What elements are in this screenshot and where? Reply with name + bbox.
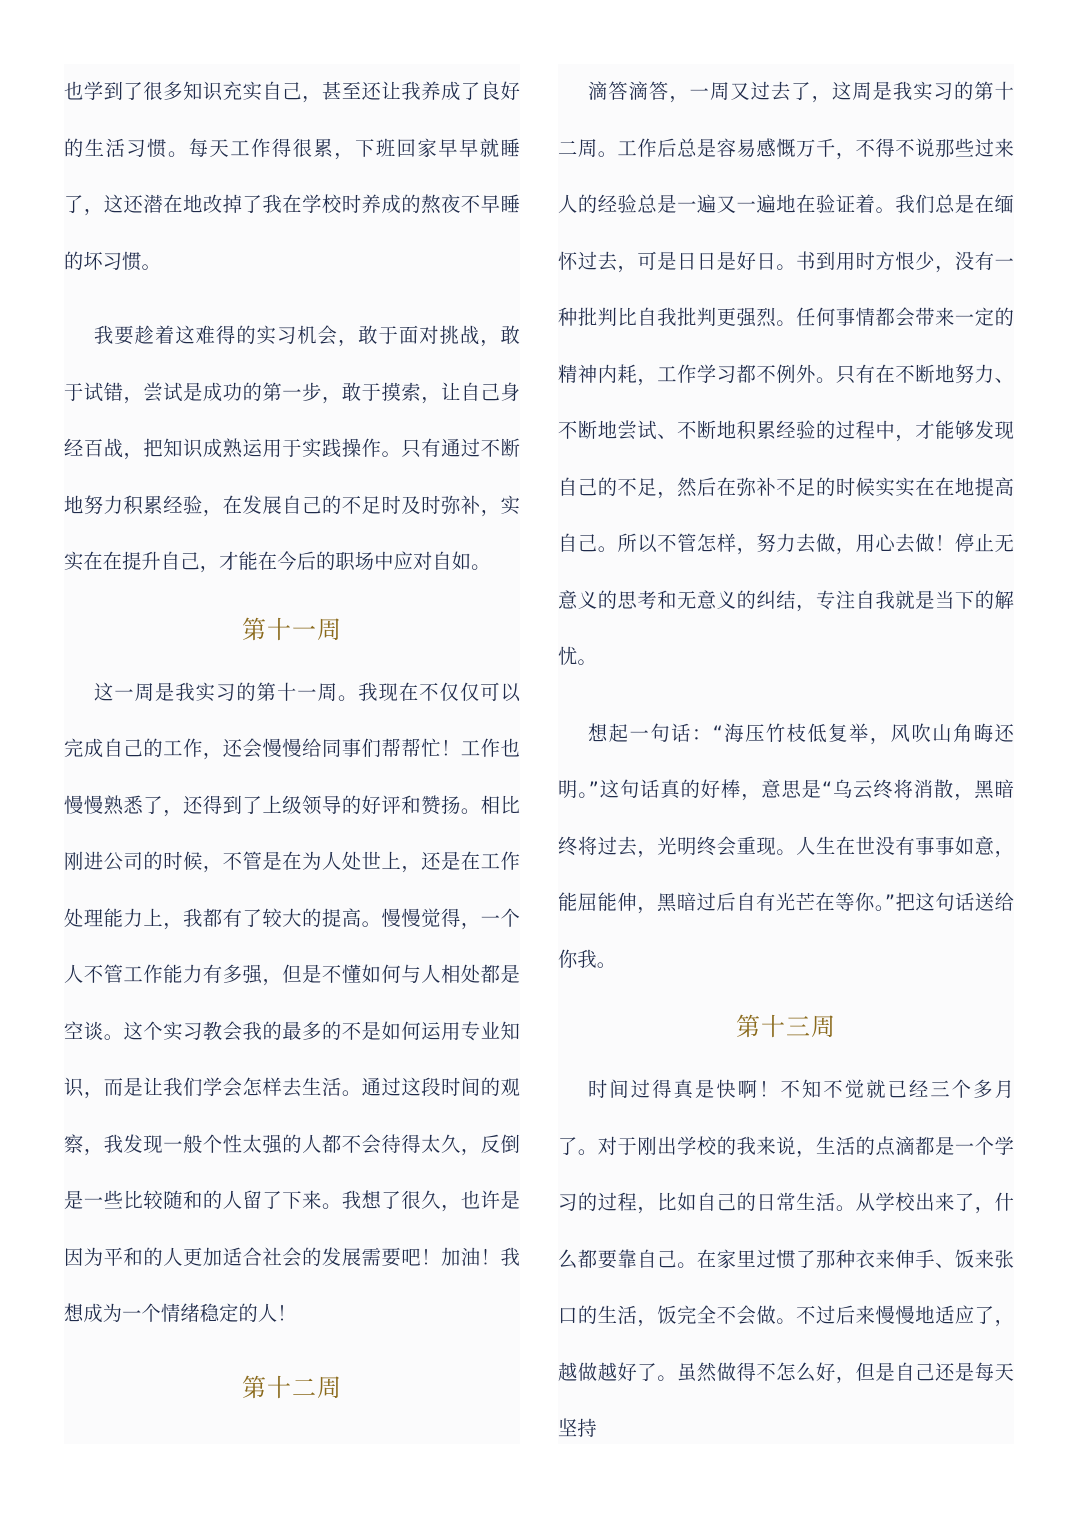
paragraph: 滴答滴答，一周又过去了，这周是我实习的第十二周。工作后总是容易感慨万千，不得不说那些过来人的经验总是一遍又一遍地在验证着。我们总是在缅怀过去，可是日日是好日。书到用时方恨少，没有一种批判比自我批判更强烈。任何事情都会带来一定的精神内耗，工作学习都不例外。只有在不断地努力、不断地尝试、不断地积累经验的过程中，才能够发现自己的不足，然后在弥补不足的时候实实在在地提高自己。所以不管怎样，努力去做，用心去做！停止无意义的思考和无意义的纠结，专注自我就是当下的解忧。 [558,80,1014,668]
left-column [64,64,520,1444]
section-heading-week-13: 第十三周 [736,1013,836,1041]
paragraph: 我要趁着这难得的实习机会，敢于面对挑战，敢于试错，尝试是成功的第一步，敢于摸索，让自己身经百战，把知识成熟运用于实践操作。只有通过不断地努力积累经验，在发展自己的不足时及时弥补，实实在在提升自己，才能在今后的职场中应对自如。 [64,324,520,573]
section-heading-week-12: 第十二周 [242,1373,342,1402]
paragraph: 时间过得真是快啊！不知不觉就已经三个多月了。对于刚出学校的我来说，生活的点滴都是一个学习的过程，比如自己的日常生活。从学校出来了，什么都要靠自己。在家里过惯了那种衣来伸手、饭来张口的生活，饭完全不会做。不过后来慢慢地适应了，越做越好了。虽然做得不怎么好，但是自己还是每天坚持 [558,1078,1014,1440]
paragraph: 这一周是我实习的第十一周。我现在不仅仅可以完成自己的工作，还会慢慢给同事们帮帮忙！工作也慢慢熟悉了，还得到了上级领导的好评和赞扬。相比刚进公司的时候，不管是在为人处世上，还是在工作处理能力上，我都有了较大的提高。慢慢觉得，一个人不管工作能力有多强，但是不懂如何与人相处都是空谈。这个实习教会我的最多的不是如何运用专业知识，而是让我们学会怎样去生活。通过这段时间的观察，我发现一般个性太强的人都不会待得太久，反倒是一些比较随和的人留了下来。我想了很久，也许是因为平和的人更加适合社会的发展需要吧！加油！我想成为一个情绪稳定的人！ [64,680,520,1325]
right-column [558,64,1014,1444]
paragraph: 想起一句话：“海压竹枝低复举，风吹山角晦还明。”这句话真的好棒，意思是“乌云终将消散，黑暗终将过去，光明终会重现。人生在世没有事事如意，能屈能伸，黑暗过后自有光芒在等你。”把这句话送给你我。 [558,721,1014,971]
section-heading-week-11: 第十一周 [242,615,342,644]
paragraph: 也学到了很多知识充实自己，甚至还让我养成了良好的生活习惯。每天工作得很累，下班回家早早就睡了，这还潜在地改掉了我在学校时养成的熬夜不早睡的坏习惯。 [64,80,520,273]
